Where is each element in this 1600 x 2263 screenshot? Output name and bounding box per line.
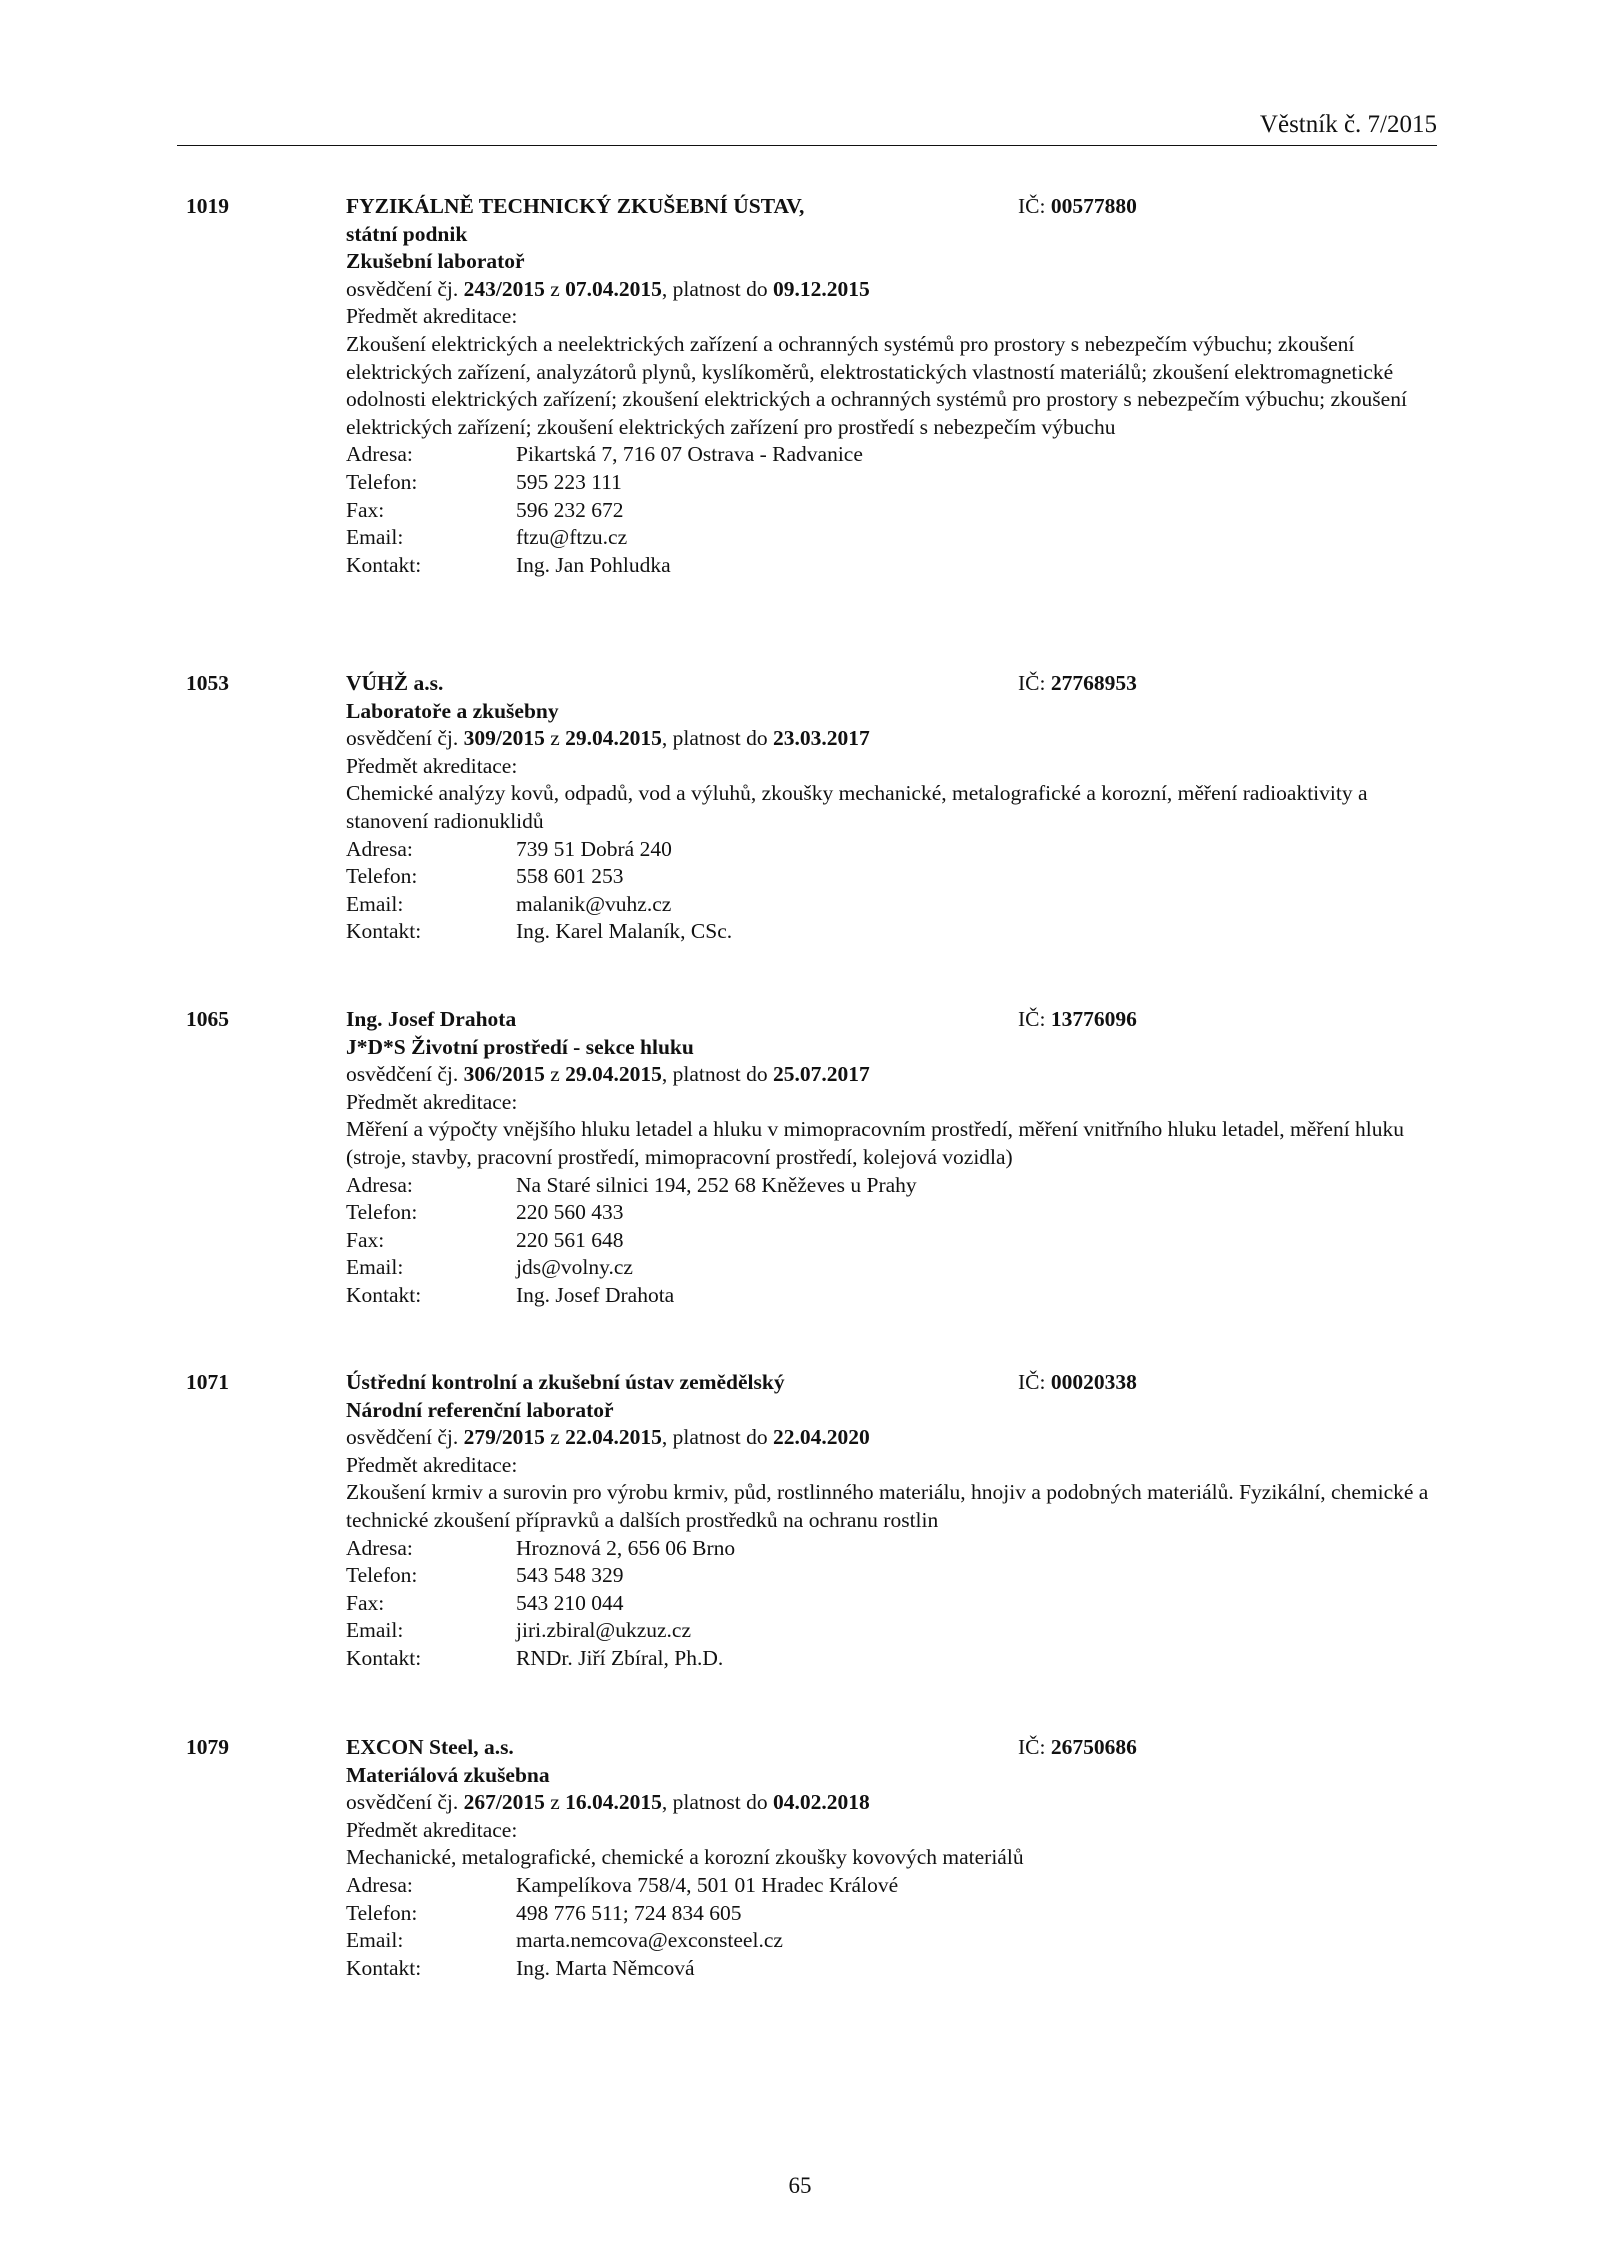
contact-label: Telefon: xyxy=(346,864,418,889)
ic-label: IČ: xyxy=(1018,671,1051,695)
valid-until-date: 09.12.2015 xyxy=(773,276,870,301)
certificate-number: 243/2015 xyxy=(463,276,545,301)
contact-row xyxy=(346,1900,1436,1928)
org-line xyxy=(346,221,1436,249)
entry-body xyxy=(346,193,1436,579)
contact-value: 220 560 433 xyxy=(516,1200,624,1225)
contact-label: Kontakt: xyxy=(346,919,422,944)
contact-value: RNDr. Jiří Zbíral, Ph.D. xyxy=(516,1645,724,1670)
contact-label: Telefon: xyxy=(346,469,418,494)
contact-value: 498 776 511; 724 834 605 xyxy=(516,1900,742,1925)
contact-row xyxy=(346,863,1436,891)
validity-label: , platnost do xyxy=(661,1790,773,1815)
ic-number xyxy=(1018,193,1137,221)
certificate-date: 29.04.2015 xyxy=(565,1062,662,1087)
contact-label: Email: xyxy=(346,1928,404,1953)
contact-label: Kontakt: xyxy=(346,1955,422,1980)
certificate-from-label: z xyxy=(544,276,566,301)
contact-row xyxy=(346,524,1436,552)
certificate-number: 279/2015 xyxy=(463,1425,545,1450)
contact-label: Telefon: xyxy=(346,1563,418,1588)
contact-value: 595 223 111 xyxy=(516,469,622,494)
contact-label: Fax: xyxy=(346,1227,385,1252)
organization-name: VÚHŽ a.s. xyxy=(346,671,444,695)
validity-label: , platnost do xyxy=(661,1062,773,1087)
certificate-from-label: z xyxy=(544,1425,566,1450)
ic-label: IČ: xyxy=(1018,1370,1051,1394)
entry-number: 1065 xyxy=(186,1007,229,1031)
contact-label: Fax: xyxy=(346,1590,385,1615)
contact-row xyxy=(346,469,1436,497)
certificate-number: 306/2015 xyxy=(463,1062,545,1087)
validity-label: , platnost do xyxy=(661,1425,773,1450)
entry-body xyxy=(346,1006,1436,1310)
valid-until-date: 25.07.2017 xyxy=(773,1062,870,1087)
contact-value: 543 210 044 xyxy=(516,1590,624,1615)
contact-value: Pikartská 7, 716 07 Ostrava - Radvanice xyxy=(516,442,863,467)
org-line xyxy=(346,1734,1436,1762)
contact-row xyxy=(346,441,1436,469)
contact-value: jiri.zbiral@ukzuz.cz xyxy=(516,1618,691,1643)
subject-label: Předmět akreditace: xyxy=(346,753,518,778)
organization-name: Ing. Josef Drahota xyxy=(346,1007,517,1031)
certificate-number: 309/2015 xyxy=(463,726,545,751)
contact-label: Email: xyxy=(346,1255,404,1280)
org-line xyxy=(346,1006,1436,1034)
certificate-line xyxy=(346,1061,1436,1089)
contact-label: Email: xyxy=(346,525,404,550)
contact-label: Adresa: xyxy=(346,1872,413,1897)
contact-label: Adresa: xyxy=(346,1172,413,1197)
contact-value: ftzu@ftzu.cz xyxy=(516,525,628,550)
laboratory-name: Národní referenční laboratoř xyxy=(346,1397,614,1422)
organization-name: EXCON Steel, a.s. xyxy=(346,1735,514,1759)
certificate-date: 22.04.2015 xyxy=(565,1425,662,1450)
contact-value: 220 561 648 xyxy=(516,1227,624,1252)
entry-number: 1019 xyxy=(186,194,229,218)
contact-row xyxy=(346,1254,1436,1282)
contact-row xyxy=(346,1199,1436,1227)
entry-body xyxy=(346,1369,1436,1673)
certificate-prefix: osvědčení čj. xyxy=(346,276,464,301)
certificate-number: 267/2015 xyxy=(463,1790,545,1815)
contact-row xyxy=(346,1617,1436,1645)
contact-value: Na Staré silnici 194, 252 68 Kněževes u Prahy xyxy=(516,1172,917,1197)
ic-value: 13776096 xyxy=(1050,1007,1137,1031)
contact-value: Ing. Marta Němcová xyxy=(516,1955,695,1980)
org-line xyxy=(346,670,1436,698)
contact-row xyxy=(346,1927,1436,1955)
contact-value: jds@volny.cz xyxy=(516,1255,633,1280)
contact-value: Ing. Karel Malaník, CSc. xyxy=(516,919,733,944)
contact-value: Kampelíkova 758/4, 501 01 Hradec Králové xyxy=(516,1872,899,1897)
organization-name: FYZIKÁLNĚ TECHNICKÝ ZKUŠEBNÍ ÚSTAV, xyxy=(346,194,805,218)
accreditation-subject: Zkoušení elektrických a neelektrických zařízení a ochranných systémů pro prostory s nebezpečím výbuchu; zkoušení elektrických zařízení, analyzátorů plynů, kyslíkoměrů, elektrostatických vlastností materiálů; zkoušení elektromagnetické odolnosti elektrických zařízení; zkoušení elektrických a ochranných systémů pro prostory s nebezpečím výbuchu; zkoušení elektrických zařízení; zkoušení elektrických zařízení pro prostředí s nebezpečím výbuchu xyxy=(346,331,1407,439)
ic-label: IČ: xyxy=(1018,1735,1051,1759)
certificate-date: 07.04.2015 xyxy=(565,276,662,301)
laboratory-name: J*D*S Životní prostředí - sekce hluku xyxy=(346,1034,694,1059)
contact-label: Adresa: xyxy=(346,1535,413,1560)
contact-value: 596 232 672 xyxy=(516,497,624,522)
certificate-prefix: osvědčení čj. xyxy=(346,726,464,751)
contact-row xyxy=(346,497,1436,525)
contact-label: Kontakt: xyxy=(346,1282,422,1307)
contact-label: Fax: xyxy=(346,497,385,522)
ic-number xyxy=(1018,670,1137,698)
contact-value: 558 601 253 xyxy=(516,864,624,889)
contact-row xyxy=(346,1955,1436,1983)
contact-value: Ing. Josef Drahota xyxy=(516,1282,675,1307)
contact-label: Adresa: xyxy=(346,442,413,467)
contact-value: Ing. Jan Pohludka xyxy=(516,552,671,577)
contact-row xyxy=(346,836,1436,864)
ic-value: 00020338 xyxy=(1050,1370,1137,1394)
org-line xyxy=(346,1369,1436,1397)
contact-row xyxy=(346,1535,1436,1563)
ic-label: IČ: xyxy=(1018,1007,1051,1031)
certificate-from-label: z xyxy=(544,1790,566,1815)
valid-until-date: 22.04.2020 xyxy=(773,1425,870,1450)
accreditation-subject: Mechanické, metalografické, chemické a korozní zkoušky kovových materiálů xyxy=(346,1845,1024,1870)
laboratory-name: Zkušební laboratoř xyxy=(346,249,525,274)
page-number: 65 xyxy=(788,2173,812,2198)
subject-label: Předmět akreditace: xyxy=(346,1089,518,1114)
ic-label: IČ: xyxy=(1018,194,1051,218)
certificate-date: 16.04.2015 xyxy=(565,1790,662,1815)
certificate-line xyxy=(346,276,1436,304)
contact-value: 543 548 329 xyxy=(516,1563,624,1588)
contact-label: Kontakt: xyxy=(346,1645,422,1670)
ic-number xyxy=(1018,1734,1137,1762)
laboratory-name: Materiálová zkušebna xyxy=(346,1762,550,1787)
header-rule xyxy=(177,145,1437,146)
validity-label: , platnost do xyxy=(661,276,773,301)
organization-name: státní podnik xyxy=(346,221,468,246)
contact-row xyxy=(346,918,1436,946)
contact-value: 739 51 Dobrá 240 xyxy=(516,836,672,861)
contact-label: Kontakt: xyxy=(346,552,422,577)
ic-value: 26750686 xyxy=(1050,1735,1137,1759)
accreditation-subject: Zkoušení krmiv a surovin pro výrobu krmiv, půd, rostlinného materiálu, hnojiv a podobných materiálů. Fyzikální, chemické a technické zkoušení přípravků a dalších prostředků na ochranu rostlin xyxy=(346,1480,1429,1532)
contact-label: Telefon: xyxy=(346,1900,418,1925)
contact-row xyxy=(346,1562,1436,1590)
contact-value: marta.nemcova@exconsteel.cz xyxy=(516,1928,783,1953)
contact-label: Adresa: xyxy=(346,836,413,861)
contact-row xyxy=(346,1590,1436,1618)
entry-number: 1053 xyxy=(186,671,229,695)
page-header-title: Věstník č. 7/2015 xyxy=(1259,111,1437,138)
ic-number xyxy=(1018,1369,1137,1397)
entry-body xyxy=(346,670,1436,946)
contact-label: Telefon: xyxy=(346,1200,418,1225)
accreditation-subject: Chemické analýzy kovů, odpadů, vod a výluhů, zkoušky mechanické, metalografické a korozní, měření radioaktivity a stanovení radionuklidů xyxy=(346,781,1368,833)
contact-row xyxy=(346,1645,1436,1673)
certificate-line xyxy=(346,1789,1436,1817)
valid-until-date: 04.02.2018 xyxy=(773,1790,870,1815)
contact-row xyxy=(346,1872,1436,1900)
ic-number xyxy=(1018,1006,1137,1034)
contact-label: Email: xyxy=(346,891,404,916)
accreditation-subject: Měření a výpočty vnějšího hluku letadel a hluku v mimopracovním prostředí, měření vnitřního hluku letadel, měření hluku (stroje, stavby, pracovní prostředí, mimopracovní prostředí, kolejová vozidla) xyxy=(346,1117,1405,1169)
contact-row xyxy=(346,1227,1436,1255)
certificate-prefix: osvědčení čj. xyxy=(346,1062,464,1087)
entry-number: 1071 xyxy=(186,1370,229,1394)
certificate-line xyxy=(346,1424,1436,1452)
certificate-line xyxy=(346,725,1436,753)
contact-row xyxy=(346,1172,1436,1200)
contact-value: malanik@vuhz.cz xyxy=(516,891,672,916)
organization-name: Ústřední kontrolní a zkušební ústav zemědělský xyxy=(346,1370,785,1394)
subject-label: Předmět akreditace: xyxy=(346,1817,518,1842)
certificate-prefix: osvědčení čj. xyxy=(346,1425,464,1450)
contact-row xyxy=(346,552,1436,580)
certificate-date: 29.04.2015 xyxy=(565,726,662,751)
subject-label: Předmět akreditace: xyxy=(346,304,518,329)
validity-label: , platnost do xyxy=(661,726,773,751)
contact-label: Email: xyxy=(346,1618,404,1643)
entry-number: 1079 xyxy=(186,1735,229,1759)
contact-value: Hroznová 2, 656 06 Brno xyxy=(516,1535,736,1560)
contact-row xyxy=(346,891,1436,919)
laboratory-name: Laboratoře a zkušebny xyxy=(346,698,559,723)
ic-value: 00577880 xyxy=(1050,194,1137,218)
certificate-from-label: z xyxy=(544,1062,566,1087)
entry-body xyxy=(346,1734,1436,1982)
certificate-prefix: osvědčení čj. xyxy=(346,1790,464,1815)
subject-label: Předmět akreditace: xyxy=(346,1452,518,1477)
contact-row xyxy=(346,1282,1436,1310)
valid-until-date: 23.03.2017 xyxy=(773,726,870,751)
org-line xyxy=(346,193,1436,221)
certificate-from-label: z xyxy=(544,726,566,751)
ic-value: 27768953 xyxy=(1050,671,1137,695)
